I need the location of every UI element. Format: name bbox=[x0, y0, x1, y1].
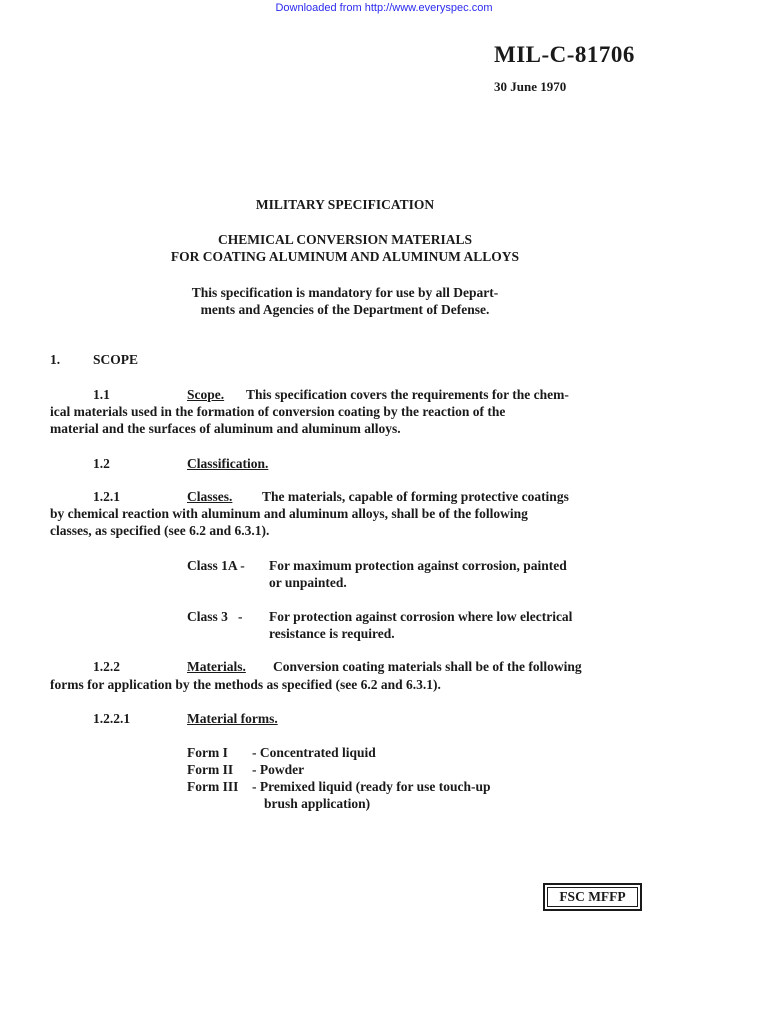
class-3-label: Class 3 - bbox=[187, 609, 243, 624]
para-1-2-number: 1.2 bbox=[93, 456, 110, 471]
download-link[interactable]: Downloaded from http://www.everyspec.com bbox=[275, 2, 493, 14]
para-1-2-2-number: 1.2.2 bbox=[93, 659, 120, 674]
form-2-label: Form II bbox=[187, 762, 234, 777]
title-line-2: FOR COATING ALUMINUM AND ALUMINUM ALLOYS bbox=[170, 249, 520, 264]
form-1-text: - Concentrated liquid bbox=[252, 745, 376, 760]
class-1a-label: Class 1A - bbox=[187, 558, 245, 573]
class-1a-line-2: or unpainted. bbox=[269, 575, 347, 590]
para-1-2-2-1-heading: Material forms. bbox=[187, 711, 278, 726]
fsc-code-box: FSC MFFP bbox=[543, 883, 642, 911]
form-2-text: - Powder bbox=[252, 762, 305, 777]
document-number: MIL-C-81706 bbox=[494, 42, 635, 67]
para-1-2-2-line-2: forms for application by the methods as specified (see 6.2 and 6.3.1). bbox=[50, 677, 441, 692]
mandatory-line-2: ments and Agencies of the Department of Defense. bbox=[200, 302, 490, 317]
form-1-label: Form I bbox=[187, 745, 228, 760]
class-3-line-1: For protection against corrosion where low electrical bbox=[269, 609, 573, 624]
para-1-2-1-line-1: The materials, capable of forming protective coatings bbox=[262, 489, 569, 504]
para-1-1-line-1: This specification covers the requirements for the chem- bbox=[246, 387, 569, 402]
para-1-1-line-3: material and the surfaces of aluminum and aluminum alloys. bbox=[50, 421, 401, 436]
para-1-1-heading: Scope. bbox=[187, 387, 225, 402]
section-title: SCOPE bbox=[93, 352, 139, 367]
section-number: 1. bbox=[50, 352, 61, 367]
para-1-1-line-2: ical materials used in the formation of conversion coating by the reaction of the bbox=[50, 404, 506, 419]
form-3-continuation: brush application) bbox=[264, 796, 371, 811]
mandatory-line-1: This specification is mandatory for use by all Depart- bbox=[191, 285, 499, 300]
spec-heading: MILITARY SPECIFICATION bbox=[255, 197, 435, 212]
form-3-label: Form III bbox=[187, 779, 239, 794]
para-1-2-1-heading: Classes. bbox=[187, 489, 233, 504]
para-1-1-number: 1.1 bbox=[93, 387, 110, 402]
class-3-line-2: resistance is required. bbox=[269, 626, 395, 641]
para-1-2-1-number: 1.2.1 bbox=[93, 489, 120, 504]
para-1-2-2-1-number: 1.2.2.1 bbox=[93, 711, 131, 726]
para-1-2-1-line-2: by chemical reaction with aluminum and aluminum alloys, shall be of the following bbox=[50, 506, 528, 521]
document-date: 30 June 1970 bbox=[494, 79, 567, 94]
para-1-2-heading: Classification. bbox=[187, 456, 269, 471]
class-1a-line-1: For maximum protection against corrosion, painted bbox=[269, 558, 567, 573]
para-1-2-2-heading: Materials. bbox=[187, 659, 246, 674]
title-line-1: CHEMICAL CONVERSION MATERIALS bbox=[217, 232, 473, 247]
para-1-2-1-line-3: classes, as specified (see 6.2 and 6.3.1). bbox=[50, 523, 270, 538]
para-1-2-2-line-1: Conversion coating materials shall be of the following bbox=[273, 659, 582, 674]
form-3-text: - Premixed liquid (ready for use touch-up bbox=[252, 779, 491, 794]
